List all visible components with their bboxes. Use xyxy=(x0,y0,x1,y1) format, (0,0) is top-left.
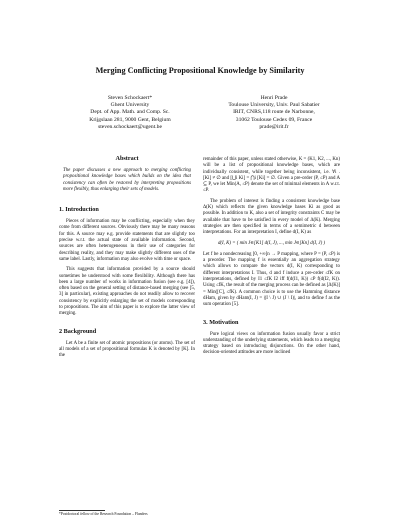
footnote: *Postdoctoral fellow of the Research Foundation – Flanders xyxy=(59,511,148,516)
author-name: Henri Prade xyxy=(260,95,288,101)
body-paragraph: remainder of this paper, unless stated otherwise, K = (K1, K2, ..., Kn) will be a list of propositional knowledge bases, which are individually consistent, while together being inconsistent, i.e. ∀i . [Ki] ≠ ∅ and [⋃i Ki] = ⋂i [Ki] = ∅. Given a pre-order (P, ≤P) and A ⊆ P, we let Min(A, ≤P) denote the set of minimal elements in A w.r.t. ≤P. xyxy=(203,157,340,194)
section-heading-motivation: 3. Motivation xyxy=(203,318,239,326)
motivation-paragraph: Pure logical views on information fusion usually favor a strict understanding of the underlying statements, which leads to a merging strategy based on introducing disjunctions. On the other hand, decision-oriented attitudes are more inclined xyxy=(203,331,340,356)
introduction-paragraph: Pieces of information may be conflicting, especially when they come from different sources. Obviously there may be many reasons for this. A source may e.g. provide statements that are slightly too precise w.r.t. the actual state of available information. Second, sources are often heterogeneous in their use of categories for describing reality, and they may make slightly different uses of the same label. Lastly, information may also evolve with time or space. xyxy=(59,219,195,262)
left-column xyxy=(59,155,195,364)
author-affiliation-line: 31062 Toulouse Cedex 09, France xyxy=(235,116,313,123)
abstract-heading: Abstract xyxy=(115,155,139,162)
author-affiliation-line: Ghent University xyxy=(110,102,150,109)
author-block-1 xyxy=(55,95,205,131)
author-affiliation-line: Toulouse University, Univ. Paul Sabatier xyxy=(228,102,320,109)
author-name: Steven Schockaert* xyxy=(107,95,153,101)
author-affiliation-line: Dept. of App. Math. and Comp. Sc. xyxy=(90,109,170,116)
body-paragraph: Let f be a nondecreasing [0, +∞[n → P mapping, where P = (P, ≤P) is a preorder. The mapping f is essentially an aggregation strategy which allows to compare the vectors d(I, K) corresponding to different interpretations I. Thus, d and f induce a pre-order ≤fK on interpretations, defined by I1 ≤fK I2 iff f(d(I1, K)) ≤P f(d(I2, K)). Using ≤fK, the result of the merging process can be defined as [Δ(K)] = Min([C], ≤fK). A common choice is to use the Hamming distance dHam, given by dHam(I, J) = |(I \ J) ∪ (J \ I)|, and to define f as the sum operation [5]. xyxy=(203,251,340,308)
abstract-text: The paper discusses a new approach to merging conflicting propositional knowledge bases which builds on the idea that consistency can often be restored by interpreting propositions more flexibly, thus enlarging their sets of models. xyxy=(63,168,191,192)
distance-formula: d(I, K) = ( min J∈[K1] d(I, J), ..., min J∈[Kn] d(I, J) ) xyxy=(217,240,326,246)
background-paragraph: Let A be a finite set of atomic propositions (or atoms). The set of all models of a set of propositional formulas K is denoted by [K]. In the xyxy=(59,340,195,359)
section-heading-introduction: 1. Introduction xyxy=(59,206,99,214)
author-affiliation-line: Krijgslaan 281, 9000 Gent, Belgium xyxy=(89,116,171,123)
introduction-paragraph: This suggests that information provided by a source should sometimes be understood with some flexibility. Although there has been a large number of works in information fusion (see e.g. [4]), often based on the general setting of distance-based merging (see [5, 3] in particular), existing approaches do not readily allow to recover consistency by explicitly enlarging the set of models corresponding to propositions. The aim of this paper is to explore the latter view of merging. xyxy=(59,267,195,317)
author-email: steven.schockaert@ugent.be xyxy=(98,123,162,130)
paper-title: Merging Conflicting Propositional Knowledge by Similarity xyxy=(95,66,305,75)
author-block-2 xyxy=(199,95,349,131)
right-column xyxy=(203,157,340,361)
author-email: prade@irit.fr xyxy=(259,123,289,130)
author-affiliation-line: IRIT, CNRS,118 route de Narbonne, xyxy=(233,109,315,116)
body-paragraph: The problem of interest is finding a consistent knowledge base Δ(K) which reflects the given knowledge bases Ki as good as possible. In addition to K, also a set of integrity constraints C may be available that have to be satisfied in every model of Δ(K). Merging strategies are then specified in terms of a semimetric d between interpretations. For an interpretation I, define d(I, K) as xyxy=(203,198,340,236)
section-heading-background: 2 Background xyxy=(59,327,97,335)
